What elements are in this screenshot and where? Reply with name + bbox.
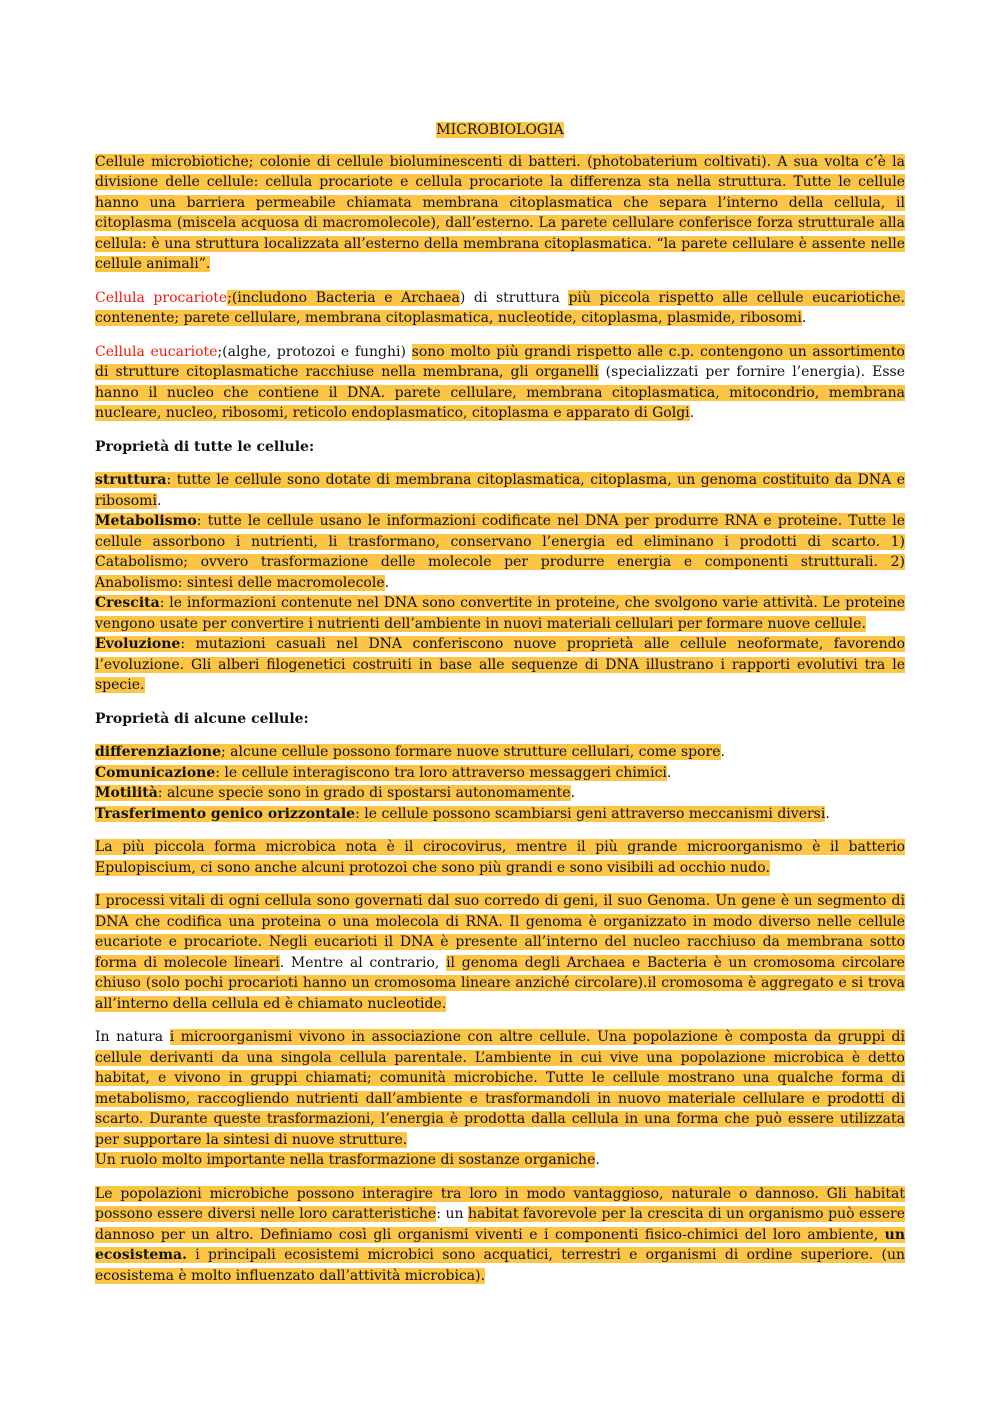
population-paragraph: In natura i microorganismi vivono in associazione con altre cellule. Una popolazione è composta da gruppi di cellule derivanti da una singola cellula parentale. L’ambiente in cui vive una popolazione microbica è detto habitat, e vivono in gruppi chiamati; comunità microbiche. Tutte le cellule mostrano una qualche forma di metabolismo, raccogliendo nutrienti dall’ambiente e trasformandoli in nuovo materiale cellulare e prodotti di scarto. Durante queste trasformazioni, l’energia è prodotta dalla cellula in una forma che può essere utilizzata per supportare la sintesi di nuove strutture. Un ruolo molto importante nella trasformazione di sostanze organiche. xyxy=(95,1029,905,1168)
document-title: MICROBIOLOGIA xyxy=(436,122,564,138)
prokaryote-term: Cellula procariote xyxy=(95,289,228,306)
size-paragraph: La più piccola forma microbica nota è il cirocovirus, mentre il più grande microorganismo è il batterio Epulopiscium, ci sono anche alcuni protozoi che sono più grandi e sono visibili ad occhio nudo. xyxy=(95,839,905,876)
property-item: struttura: tutte le cellule sono dotate di membrana citoplasmatica, citoplasma, un genoma costituito da DNA e ribosomi. xyxy=(95,472,905,509)
genome-paragraph: I processi vitali di ogni cellula sono governati dal suo corredo di geni, il suo Genoma. Un gene è un segmento di DNA che codifica una proteina o una molecola di RNA. Il genoma è organizzato in modo diverso nelle cellule eucariote e procariote. Negli eucarioti il DNA è presente all’interno del nucleo racchiuso da membrana sotto forma di molecole lineari. Mentre al contrario, il genoma degli Archaea e Bacteria è un cromosoma circolare chiuso (solo pochi procarioti hanno un cromosoma lineare anziché circolare).il cromosoma è aggregato e si trova all’interno della cellula ed è chiamato nucleotide. xyxy=(95,893,905,1012)
property-item: Motilità: alcune specie sono in grado di spostarsi autonomamente. xyxy=(95,785,576,801)
eukaryote-paragraph: Cellula eucariote;(alghe, protozoi e funghi) sono molto più grandi rispetto alle c.p. contengono un assortimento di strutture citoplasmatiche racchiuse nella membrana, gli organelli (specializzati per fornire l’energia). Esse hanno il nucleo che contiene il DNA. parete cellulare, membrana citoplasmatica, mitocondrio, membrana nucleare, nucleo, ribosomi, reticolo endoplasmatico, citoplasma e apparato di Golgi. xyxy=(95,343,906,421)
property-item: Evoluzione: mutazioni casuali nel DNA conferiscono nuove proprietà alle cellule neoformate, favorendo l’evoluzione. Gli alberi filogenetici costruiti in base alle sequenze di DNA illustrano i rapporti evolutivi tra le specie. xyxy=(95,636,905,693)
property-item: differenziazione; alcune cellule possono formare nuove strutture cellulari, come spore. xyxy=(95,744,725,760)
property-item: Metabolismo: tutte le cellule usano le informazioni codificate nel DNA per produrre RNA e proteine. Tutte le cellule assorbono i nutrienti, li trasformano, conservano l’energia ed eliminano i prodotti di scarto. 1) Catabolismo; ovvero trasformazione delle molecole per produrre energia e componenti strutturali. 2) Anabolismo: sintesi delle macromolecole. xyxy=(95,513,905,591)
ecosystem-paragraph: Le popolazioni microbiche possono interagire tra loro in modo vantaggioso, naturale o dannoso. Gli habitat possono essere diversi nelle loro caratteristiche: un habitat favorevole per la crescita di un organismo può essere dannoso per un altro. Definiamo così gli organismi viventi e i componenti fisico-chimici del loro ambiente, un ecosistema. i principali ecosistemi microbici sono acquatici, terrestri e organismi di ordine superiore. (un ecosistema è molto influenzato dall’attività microbica). xyxy=(95,1185,906,1284)
document-page xyxy=(95,120,905,1299)
eukaryote-term: Cellula eucariote xyxy=(95,343,218,360)
intro-paragraph: Cellule microbiotiche; colonie di cellule bioluminescenti di batteri. (photobaterium coltivati). A sua volta c’è la divisione delle cellule: cellula procariote e cellula procariote la differenza sta nella struttura. Tutte le cellule hanno una barriera permeabile chiamata membrana citoplasmatica che separa l’interno della cellula, il citoplasma (miscela acquosa di macromolecole), dall’esterno. La parete cellulare conferisce forza strutturale alla cellula: è una struttura localizzata all’esterno della membrana citoplasmatica. “la parete cellulare è assente nelle cellule animali”. xyxy=(95,153,905,272)
property-item: Trasferimento genico orizzontale: le cellule possono scambiarsi geni attraverso meccanismi diversi. xyxy=(95,805,830,822)
property-item: Crescita: le informazioni contenute nel DNA sono convertite in proteine, che svolgono varie attività. Le proteine vengono usate per convertire i nutrienti dell’ambiente in nuovi materiali cellulari per formare nuove cellule. xyxy=(95,595,905,632)
heading-all-cells: Proprietà di tutte le cellule: xyxy=(95,438,315,455)
property-item: Comunicazione: le cellule interagiscono tra loro attraverso messaggeri chimici. xyxy=(95,764,672,781)
prokaryote-paragraph: Cellula procariote;(includono Bacteria e Archaea) di struttura più piccola rispetto alle cellule eucariotiche. contenente; parete cellulare, membrana citoplasmatica, nucleotide, citoplasma, plasmide, ribosomi. xyxy=(95,289,905,326)
heading-some-cells: Proprietà di alcune cellule: xyxy=(95,710,309,727)
